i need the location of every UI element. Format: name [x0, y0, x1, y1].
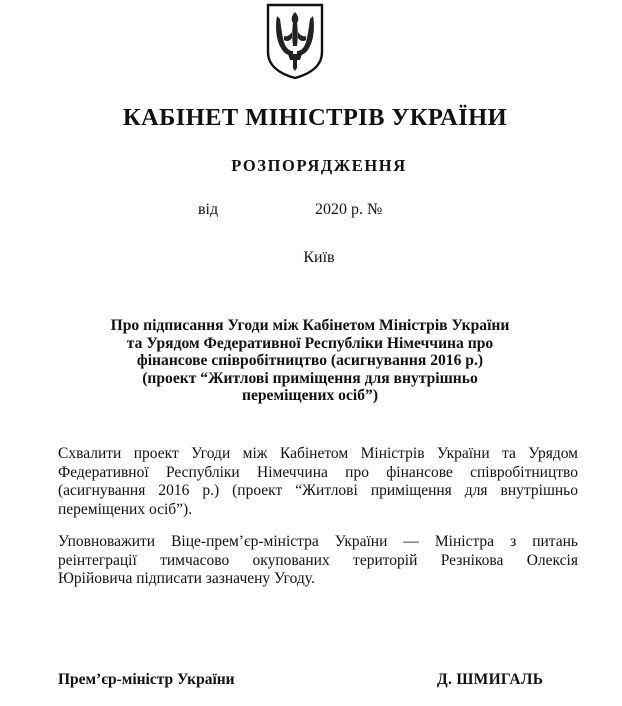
paragraph-line: переміщених осіб”).	[58, 500, 193, 518]
document-type: РОЗПОРЯДЖЕННЯ	[231, 156, 407, 175]
paragraph-line: Схвалити проект Угоди між Кабінетом Міністрів України та Урядом	[58, 445, 578, 462]
trident-emblem-icon	[264, 2, 326, 80]
paragraph-line: (асигнування 2016 р.) (проект “Житлові приміщення для внутрішньо	[58, 482, 578, 499]
subject-line: переміщених осіб”)	[241, 387, 379, 405]
paragraph-line: реінтеграції тимчасово окупованих територій Резнікова Олексія	[58, 551, 578, 569]
document-subject	[40, 317, 580, 405]
paragraph-line: Юрійовича підписати зазначену Угоду.	[58, 570, 315, 587]
cabinet-title: КАБІНЕТ МІНІСТРІВ УКРАЇНИ	[122, 104, 508, 131]
city: Київ	[303, 249, 335, 266]
subject-line: (проект “Житлові приміщення для внутрішньо	[142, 369, 478, 387]
paragraph-line: Уповноважити Віце-прем’єр-міністра України — Міністра з питань	[58, 533, 578, 550]
date-from-label: від	[198, 201, 219, 218]
subject-line: Про підписання Угоди між Кабінетом Міністрів України	[110, 317, 510, 334]
signature-name: Д. ШМИГАЛЬ	[437, 671, 544, 688]
date-year-number: 2020 р. №	[315, 201, 383, 218]
paragraph-line: Федеративної Республіки Німеччина про фінансове співробітництво	[58, 463, 578, 481]
subject-line: та Урядом Федеративної Республіки Німеччина про	[126, 334, 494, 352]
body-paragraph-1	[58, 445, 578, 519]
signature-position: Прем’єр-міністр України	[58, 671, 235, 688]
body-paragraph-2	[58, 533, 578, 589]
subject-line: фінансове співробітництво (асигнування 2016 р.)	[136, 352, 484, 370]
